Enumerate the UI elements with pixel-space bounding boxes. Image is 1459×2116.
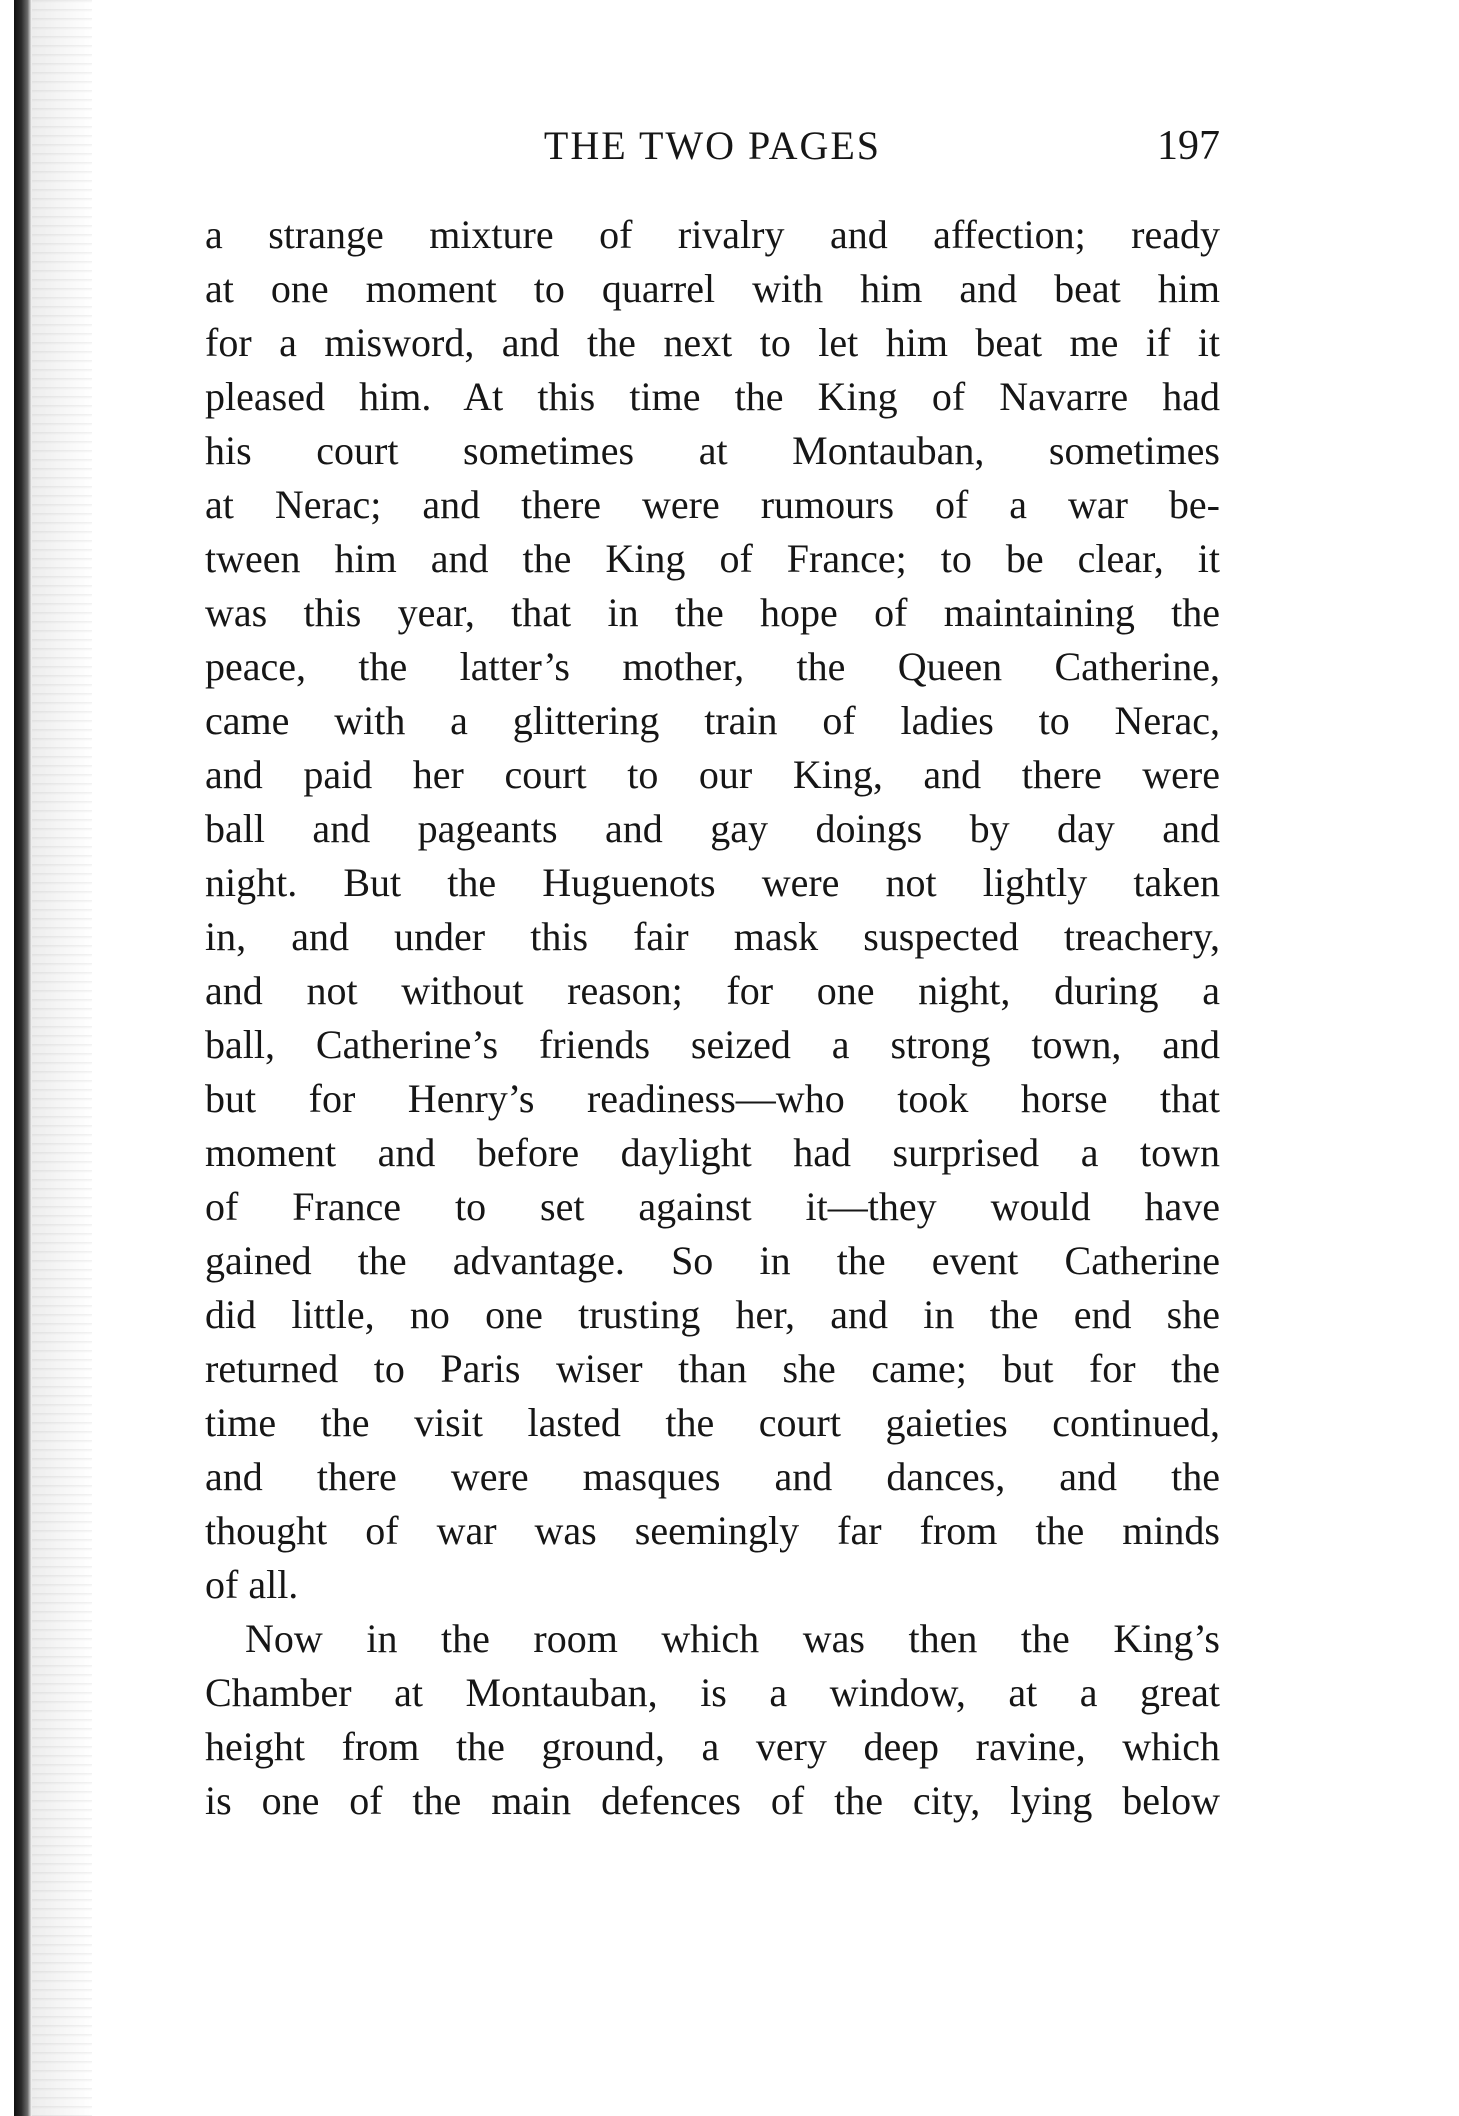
page-binding-shadow <box>14 0 32 2116</box>
text-line: a strange mixture of rivalry and affection; ready <box>205 212 1220 257</box>
text-line: at Nerac; and there were rumours of a war be- <box>205 482 1220 527</box>
text-line: of all. <box>205 1562 299 1607</box>
text-line: and not without reason; for one night, during a <box>205 968 1220 1013</box>
text-line: height from the ground, a very deep ravine, which <box>205 1724 1220 1769</box>
text-line: pleased him. At this time the King of Navarre had <box>205 374 1220 419</box>
text-line: did little, no one trusting her, and in the end she <box>205 1292 1220 1337</box>
text-line: time the visit lasted the court gaieties continued, <box>205 1400 1220 1445</box>
text-line: Chamber at Montauban, is a window, at a great <box>205 1670 1220 1715</box>
text-line: night. But the Huguenots were not lightly taken <box>205 860 1220 905</box>
text-line: but for Henry’s readiness—who took horse that <box>205 1076 1220 1121</box>
text-line: at one moment to quarrel with him and beat him <box>205 266 1220 311</box>
page-number: 197 <box>1157 123 1220 169</box>
text-line: was this year, that in the hope of maintaining the <box>205 590 1220 635</box>
text-line: tween him and the King of France; to be clear, it <box>205 536 1220 581</box>
text-line: his court sometimes at Montauban, sometimes <box>205 428 1220 473</box>
text-line: peace, the latter’s mother, the Queen Catherine, <box>205 644 1220 689</box>
text-line: in, and under this fair mask suspected treachery, <box>205 914 1220 959</box>
page-edge-speckle <box>32 0 92 2116</box>
text-line: returned to Paris wiser than she came; but for the <box>205 1346 1220 1391</box>
text-line: for a misword, and the next to let him beat me if it <box>205 320 1220 365</box>
text-line: moment and before daylight had surprised a town <box>205 1130 1220 1175</box>
text-line: is one of the main defences of the city, lying below <box>205 1778 1220 1823</box>
text-line: and there were masques and dances, and the <box>205 1454 1220 1499</box>
running-title: THE TWO PAGES <box>543 123 882 168</box>
text-line: ball and pageants and gay doings by day and <box>205 806 1220 851</box>
text-line: and paid her court to our King, and there were <box>205 752 1220 797</box>
text-line: ball, Catherine’s friends seized a strong town, and <box>205 1022 1220 1067</box>
text-line: gained the advantage. So in the event Catherine <box>205 1238 1220 1283</box>
paragraph-start-line: Now in the room which was then the King’s <box>245 1616 1220 1661</box>
text-line: of France to set against it—they would have <box>205 1184 1220 1229</box>
text-line: thought of war was seemingly far from the minds <box>205 1508 1220 1553</box>
page-header <box>205 122 1220 182</box>
text-line: came with a glittering train of ladies to Nerac, <box>205 698 1220 743</box>
body-text <box>205 208 1220 1828</box>
